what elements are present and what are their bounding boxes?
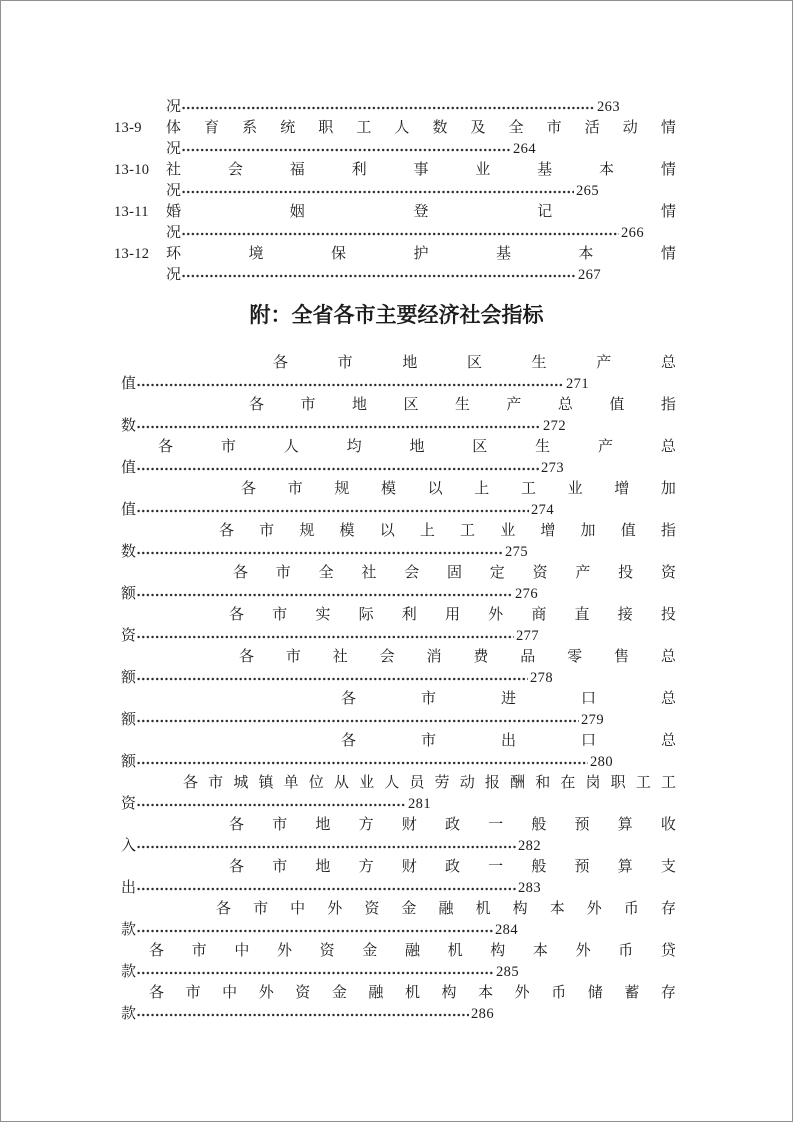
toc-entry-number: 13-10 <box>114 162 150 178</box>
appendix-entry <box>1 815 792 857</box>
entry-wrap-line <box>121 584 792 605</box>
entry-wrap-line <box>121 500 792 521</box>
entry-tail-char: 入 <box>121 838 137 854</box>
dot-leader <box>137 467 539 471</box>
entry-tail-char: 况 <box>166 99 182 115</box>
dot-leader <box>137 761 588 765</box>
page-number: 284 <box>495 922 518 938</box>
toc-entry-title: 环 境 保 护 基 本 情 <box>166 246 676 262</box>
page-number: 283 <box>518 880 541 896</box>
appendix-entry <box>1 773 792 815</box>
entry-wrap-line <box>121 962 792 983</box>
entry-wrap-line <box>166 223 792 244</box>
entry-tail-char: 出 <box>121 880 137 896</box>
entry-wrap-line <box>121 1004 792 1025</box>
dot-leader <box>137 383 564 387</box>
page-number: 271 <box>566 376 589 392</box>
entry-tail-char: 况 <box>166 141 182 157</box>
entry-tail-char: 额 <box>121 712 137 728</box>
appendix-entry <box>1 983 792 1025</box>
appendix-entry <box>1 353 792 395</box>
appendix-entry <box>1 563 792 605</box>
entry-tail-char: 值 <box>121 460 137 476</box>
page-number: 265 <box>576 183 599 199</box>
appendix-entry-title: 各 市 地 区 生 产 总 值 指 <box>249 397 676 413</box>
entry-tail-char: 值 <box>121 376 137 392</box>
appendix-entry-title: 各 市 中 外 资 金 融 机 构 本 外 币 存 <box>216 901 676 917</box>
entry-wrap-line <box>166 139 792 160</box>
appendix-entry <box>1 395 792 437</box>
page-number: 286 <box>471 1006 494 1022</box>
entry-tail-char: 值 <box>121 502 137 518</box>
entry-wrap-line <box>166 181 792 202</box>
dot-leader <box>137 887 516 891</box>
entry-wrap-line <box>121 542 792 563</box>
toc-entry-title: 婚 姻 登 记 情 <box>166 204 676 220</box>
page-number: 279 <box>581 712 604 728</box>
toc-entry-title: 体 育 系 统 职 工 人 数 及 全 市 活 动 情 <box>166 120 676 136</box>
entry-tail-char: 额 <box>121 586 137 602</box>
toc-entry-number: 13-12 <box>114 246 150 262</box>
dot-leader <box>137 593 513 597</box>
dot-leader <box>137 803 406 807</box>
dot-leader <box>137 509 529 513</box>
toc-entry-title: 社 会 福 利 事 业 基 本 情 <box>166 162 676 178</box>
page-number: 281 <box>408 796 431 812</box>
appendix-entry <box>1 941 792 983</box>
appendix-entry <box>1 605 792 647</box>
entry-tail-char: 况 <box>166 183 182 199</box>
page-number: 276 <box>515 586 538 602</box>
appendix-entry-title: 各 市 地 区 生 产 总 <box>273 355 676 371</box>
page-number: 282 <box>518 838 541 854</box>
page-number: 264 <box>513 141 536 157</box>
entry-tail-char: 额 <box>121 670 137 686</box>
page-number: 263 <box>597 99 620 115</box>
page-number: 272 <box>543 418 566 434</box>
appendix-entry <box>1 689 792 731</box>
toc-entry-number: 13-11 <box>114 204 149 220</box>
entry-wrap-line <box>121 836 792 857</box>
dot-leader <box>182 190 574 194</box>
entry-tail-char: 额 <box>121 754 137 770</box>
toc-entry <box>1 244 792 286</box>
page-number: 273 <box>541 460 564 476</box>
dot-leader <box>137 425 541 429</box>
toc-chapter13-section <box>1 97 792 286</box>
appendix-entry-title: 各 市 出 口 总 <box>341 733 676 749</box>
appendix-entry-title: 各 市 规 模 以 上 工 业 增 加 <box>241 481 676 497</box>
dot-leader <box>137 929 493 933</box>
dot-leader <box>137 551 503 555</box>
dot-leader <box>137 719 579 723</box>
dot-leader <box>137 1013 469 1017</box>
entry-wrap-line <box>121 878 792 899</box>
page-number: 275 <box>505 544 528 560</box>
entry-tail-char: 况 <box>166 225 182 241</box>
appendix-entry <box>1 857 792 899</box>
appendix-entry-title: 各 市 全 社 会 固 定 资 产 投 资 <box>233 565 676 581</box>
dot-leader <box>182 106 595 110</box>
appendix-entry-title: 各 市 地 方 财 政 一 般 预 算 收 <box>229 817 676 833</box>
toc-entry <box>1 118 792 160</box>
appendix-entry <box>1 521 792 563</box>
entry-tail-char: 款 <box>121 1006 137 1022</box>
appendix-entry-title: 各 市 中 外 资 金 融 机 构 本 外 币 贷 <box>149 943 676 959</box>
appendix-entry <box>1 437 792 479</box>
entry-tail-char: 况 <box>166 267 182 283</box>
page-number: 277 <box>516 628 539 644</box>
entry-wrap-line <box>121 374 792 395</box>
entry-tail-char: 款 <box>121 964 137 980</box>
appendix-heading: 附：全省各市主要经济社会指标 <box>249 303 544 327</box>
toc-entry <box>1 160 792 202</box>
entry-wrap-line <box>121 416 792 437</box>
page-number: 280 <box>590 754 613 770</box>
entry-wrap-line <box>166 265 792 286</box>
appendix-entry <box>1 731 792 773</box>
page-number: 274 <box>531 502 554 518</box>
entry-wrap-line <box>121 794 792 815</box>
appendix-list-section <box>1 353 792 1025</box>
page-number: 266 <box>621 225 644 241</box>
page-number: 285 <box>496 964 519 980</box>
appendix-entry-title: 各 市 中 外 资 金 融 机 构 本 外 币 储 蓄 存 <box>149 985 676 1001</box>
dot-leader <box>182 232 619 236</box>
appendix-entry <box>1 479 792 521</box>
dot-leader <box>182 274 576 278</box>
dot-leader <box>137 677 528 681</box>
page-number: 278 <box>530 670 553 686</box>
appendix-entry-title: 各 市 社 会 消 费 品 零 售 总 <box>239 649 676 665</box>
entry-tail-char: 资 <box>121 796 137 812</box>
entry-tail-char: 款 <box>121 922 137 938</box>
dot-leader <box>182 148 511 152</box>
page-number: 267 <box>578 267 601 283</box>
appendix-entry-title: 各 市 地 方 财 政 一 般 预 算 支 <box>229 859 676 875</box>
appendix-entry-title: 各 市 城 镇 单 位 从 业 人 员 劳 动 报 酬 和 在 岗 职 工 工 <box>183 775 676 791</box>
toc-entry <box>1 202 792 244</box>
appendix-entry-title: 各 市 实 际 利 用 外 商 直 接 投 <box>229 607 676 623</box>
entry-tail-char: 数 <box>121 418 137 434</box>
entry-wrap-line <box>121 920 792 941</box>
appendix-entry-title: 各 市 人 均 地 区 生 产 总 <box>158 439 676 455</box>
dot-leader <box>137 635 514 639</box>
entry-tail-char: 数 <box>121 544 137 560</box>
dot-leader <box>137 971 494 975</box>
entry-wrap-line <box>121 710 792 731</box>
entry-wrap-line <box>121 752 792 773</box>
entry-wrap-line <box>121 458 792 479</box>
appendix-entry <box>1 899 792 941</box>
entry-tail-char: 资 <box>121 628 137 644</box>
entry-wrap-line <box>121 668 792 689</box>
appendix-entry <box>1 647 792 689</box>
entry-wrap-line <box>166 97 792 118</box>
dot-leader <box>137 845 516 849</box>
toc-entry-number: 13-9 <box>114 120 142 136</box>
appendix-entry-title: 各 市 规 模 以 上 工 业 增 加 值 指 <box>219 523 676 539</box>
entry-wrap-line <box>121 626 792 647</box>
appendix-entry-title: 各 市 进 口 总 <box>341 691 676 707</box>
